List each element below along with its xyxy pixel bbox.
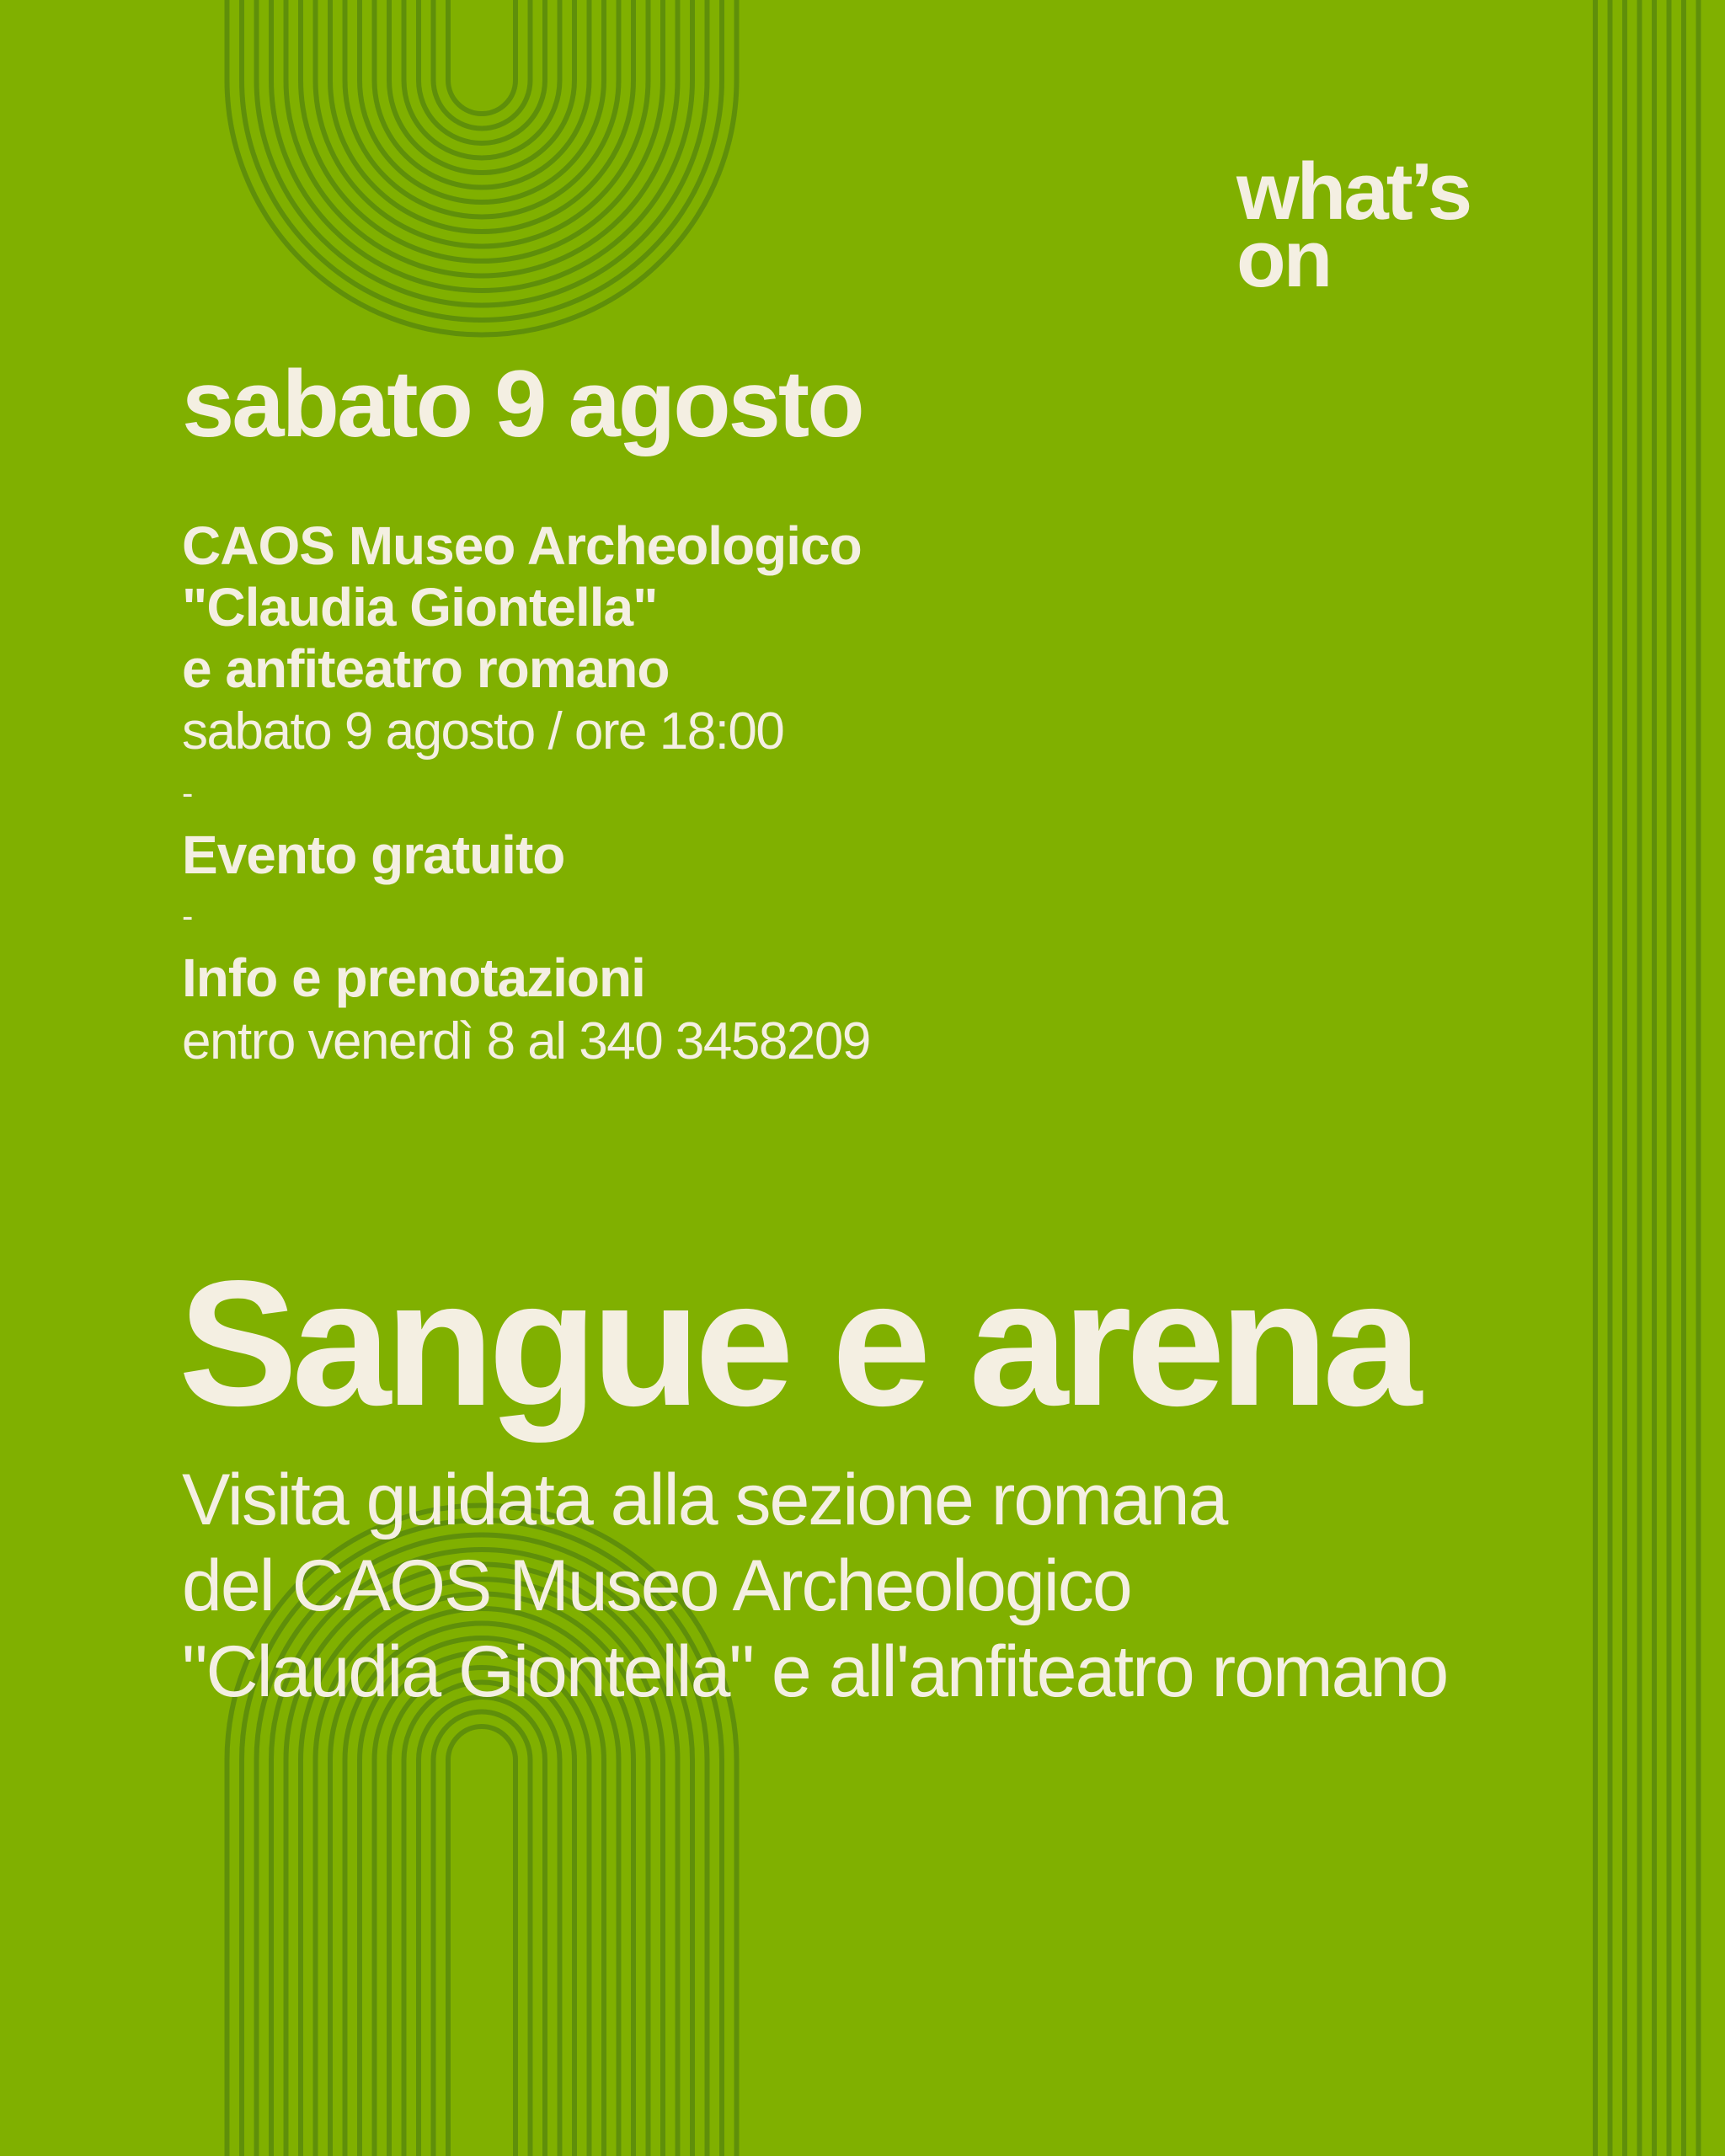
event-details bbox=[182, 515, 1193, 1074]
event-title: Sangue e arena bbox=[179, 1243, 1417, 1443]
venue-name bbox=[182, 515, 1193, 700]
arch-line bbox=[404, 0, 560, 158]
logo-line-1: what’s bbox=[1236, 147, 1471, 237]
info-title: Info e prenotazioni bbox=[182, 947, 645, 1008]
separator: - bbox=[182, 898, 194, 935]
top-arch-pattern bbox=[227, 0, 737, 335]
arch-line bbox=[360, 1638, 604, 2156]
schedule-text: sabato 9 agosto / ore 18:00 bbox=[182, 702, 784, 760]
arch-line bbox=[448, 1726, 515, 2156]
arch-line bbox=[419, 1697, 545, 2156]
venue-line-2: "Claudia Giontella" bbox=[182, 577, 658, 638]
info-detail: entro venerdì 8 al 340 3458209 bbox=[182, 1012, 870, 1070]
date-heading: sabato 9 agosto bbox=[182, 351, 862, 456]
logo-line-2: on bbox=[1236, 214, 1331, 304]
subtitle-line-1: Visita guidata alla sezione romana bbox=[182, 1460, 1227, 1540]
venue-line-1: CAOS Museo Archeologico bbox=[182, 515, 862, 576]
venue-line-3: e anfiteatro romano bbox=[182, 638, 670, 699]
arch-line bbox=[448, 0, 515, 114]
subtitle-line-3: "Claudia Giontella" e all'anfiteatro romano bbox=[182, 1631, 1448, 1712]
whats-on-logo bbox=[1236, 147, 1471, 304]
arch-line bbox=[345, 0, 619, 217]
event-subtitle bbox=[182, 1457, 1614, 1715]
price-label: Evento gratuito bbox=[182, 825, 565, 885]
arch-line bbox=[227, 0, 737, 335]
subtitle-line-2: del CAOS Museo Archeologico bbox=[182, 1545, 1131, 1626]
arch-line bbox=[404, 1683, 560, 2156]
separator: - bbox=[182, 775, 194, 812]
arch-line bbox=[419, 0, 545, 143]
right-vertical-lines bbox=[1595, 0, 1699, 2156]
